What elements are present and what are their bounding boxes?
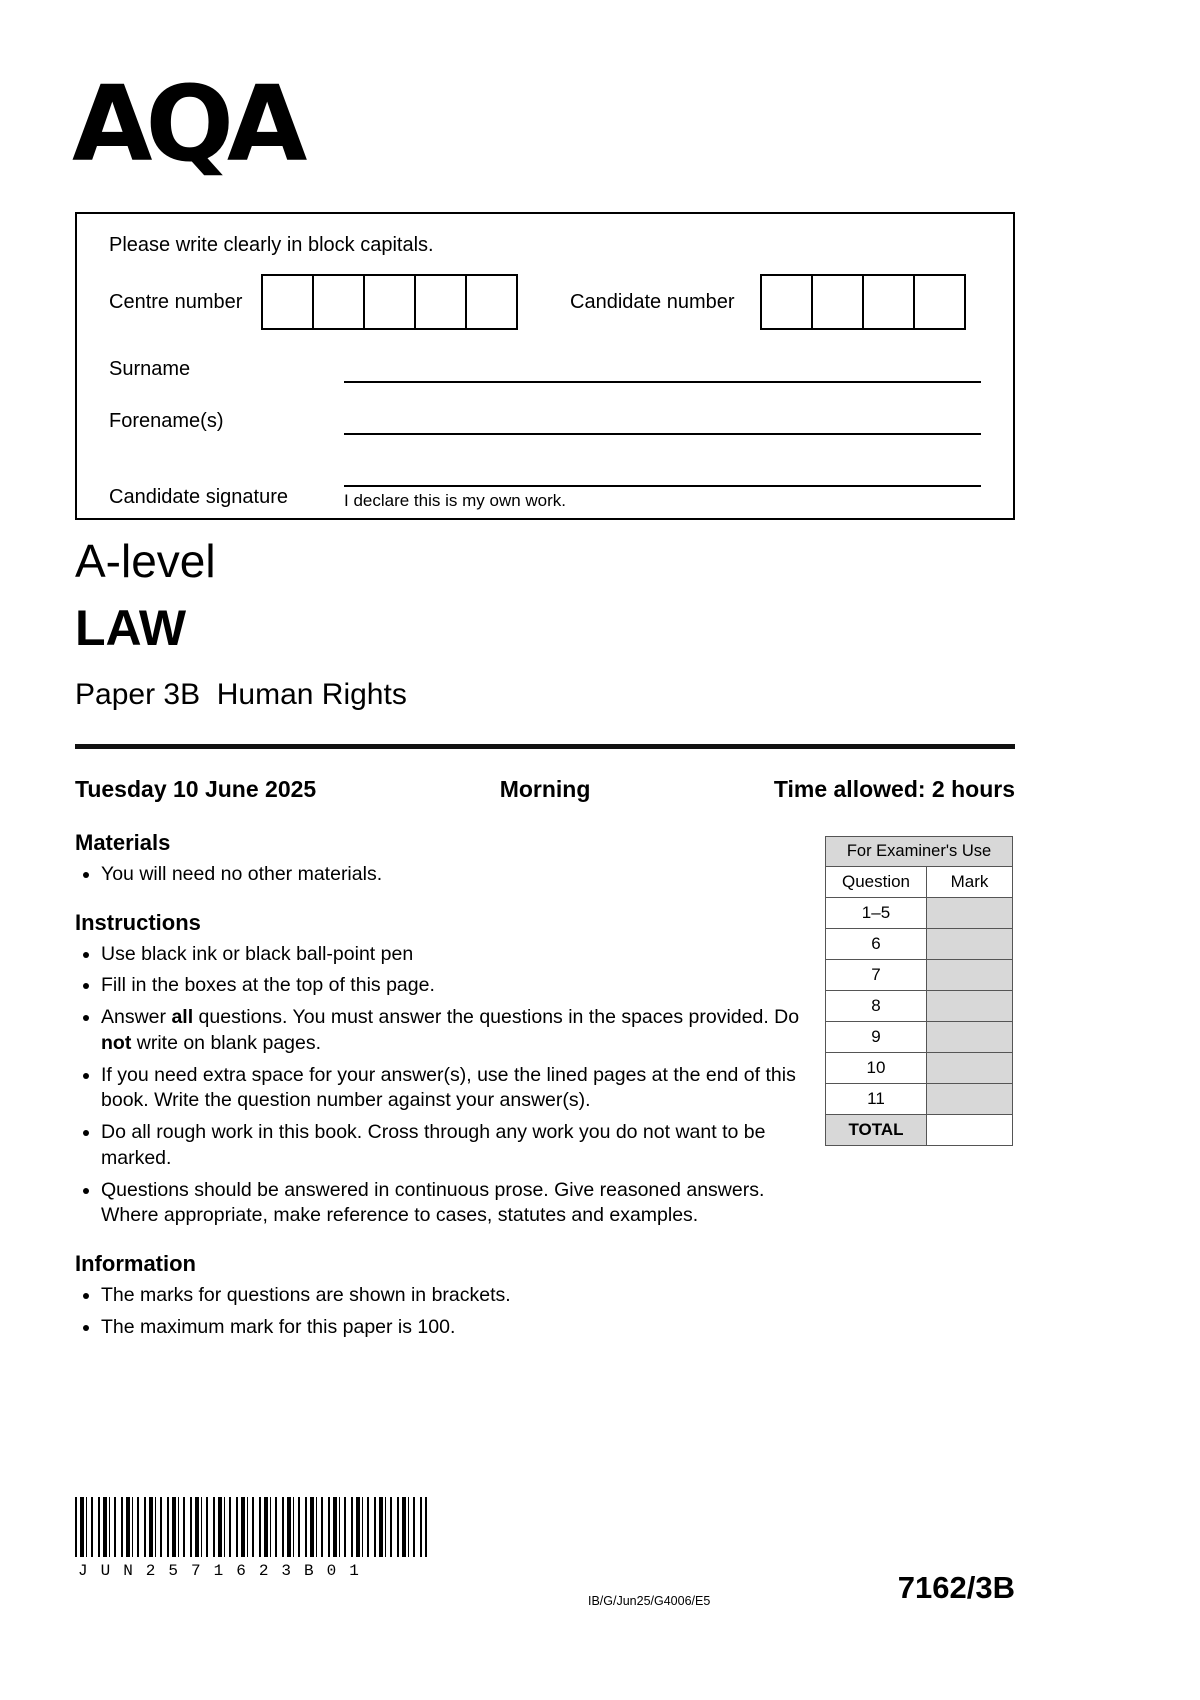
barcode-text: JUN2571623B01 — [78, 1562, 372, 1580]
centre-number-cell — [261, 274, 314, 330]
candidate-number-cell — [862, 274, 915, 330]
information-heading: Information — [75, 1251, 196, 1277]
mark-cell — [926, 929, 1012, 960]
aqa-logo: AQA — [72, 63, 301, 185]
exam-session-row — [75, 776, 1015, 803]
information-list — [75, 1283, 810, 1340]
qualification-level: A-level — [75, 535, 216, 587]
mark-cell — [926, 898, 1012, 929]
title-block — [75, 536, 407, 712]
instruction-item: • Use black ink or black ball-point pen — [101, 942, 810, 968]
print-reference: IB/G/Jun25/G4006/E5 — [588, 1594, 711, 1608]
instructions-heading: Instructions — [75, 909, 201, 935]
question-row-label: 10 — [826, 1053, 927, 1084]
mark-column-header: Mark — [926, 867, 1012, 898]
candidate-number-cell — [760, 274, 813, 330]
signature-label: Candidate signature — [109, 486, 289, 508]
materials-item: • You will need no other materials. — [101, 862, 810, 888]
candidate-number-cells — [760, 274, 966, 330]
centre-number-cells — [261, 274, 518, 330]
question-row-label: 1–5 — [826, 898, 927, 929]
instruction-item: • Answer all questions. You must answer the questions in the spaces provided. Do not write on blank pages. — [101, 1005, 810, 1056]
candidate-details-box — [75, 212, 1015, 520]
signature-line-area — [344, 461, 981, 511]
candidate-number-label: Candidate number — [570, 290, 735, 313]
centre-number-label: Centre number — [109, 290, 243, 313]
mark-cell — [926, 1084, 1012, 1115]
instruction-item: • Questions should be answered in continuous prose. Give reasoned answers. Where appropriate, make reference to cases, statutes and examples. — [101, 1178, 810, 1229]
mark-cell — [926, 1022, 1012, 1053]
signature-write-line — [344, 461, 981, 487]
exam-date: Tuesday 10 June 2025 — [75, 776, 317, 802]
instruction-item: • Fill in the boxes at the top of this page. — [101, 973, 810, 999]
forenames-write-line — [344, 409, 981, 435]
barcode — [75, 1497, 427, 1557]
subject-title: LAW — [75, 599, 187, 656]
total-row-label: TOTAL — [826, 1115, 927, 1146]
examiner-use-table — [825, 836, 1013, 1146]
centre-number-cell — [312, 274, 365, 330]
signature-row — [109, 461, 981, 511]
mark-cell — [926, 1053, 1012, 1084]
question-row-label: 7 — [826, 960, 927, 991]
number-entry-row — [109, 273, 981, 331]
question-row-label: 6 — [826, 929, 927, 960]
block-capitals-instruction: Please write clearly in block capitals. — [109, 234, 434, 256]
centre-number-cell — [414, 274, 467, 330]
information-item: • The maximum mark for this paper is 100. — [101, 1315, 810, 1341]
candidate-number-cell — [811, 274, 864, 330]
instructions-list — [75, 942, 810, 1229]
examiner-table-title: For Examiner's Use — [826, 837, 1013, 867]
forenames-label: Forename(s) — [109, 410, 224, 432]
forenames-row — [109, 409, 981, 435]
surname-write-line — [344, 357, 981, 383]
exam-session: Morning — [499, 776, 591, 802]
total-mark-cell — [926, 1115, 1012, 1146]
mark-cell — [926, 960, 1012, 991]
question-row-label: 8 — [826, 991, 927, 1022]
information-item: • The marks for questions are shown in brackets. — [101, 1283, 810, 1309]
divider-rule — [75, 744, 1015, 749]
centre-number-cell — [465, 274, 518, 330]
surname-row — [109, 357, 981, 383]
question-row-label: 11 — [826, 1084, 927, 1115]
paper-title: Paper 3B Human Rights — [75, 677, 407, 711]
candidate-number-cell — [913, 274, 966, 330]
time-allowed: Time allowed: 2 hours — [773, 776, 1015, 802]
mark-cell — [926, 991, 1012, 1022]
instruction-item: • If you need extra space for your answer(s), use the lined pages at the end of this book. Write the question number against your answer(s). — [101, 1063, 810, 1114]
materials-list — [75, 862, 810, 888]
front-cover-text — [75, 830, 810, 1351]
surname-label: Surname — [109, 358, 191, 380]
paper-code: 7162/3B — [897, 1570, 1015, 1605]
question-row-label: 9 — [826, 1022, 927, 1053]
declaration-text: I declare this is my own work. — [344, 491, 567, 510]
materials-heading: Materials — [75, 830, 171, 855]
question-column-header: Question — [826, 867, 927, 898]
instruction-item: • Do all rough work in this book. Cross through any work you do not want to be marked. — [101, 1120, 810, 1171]
centre-number-cell — [363, 274, 416, 330]
